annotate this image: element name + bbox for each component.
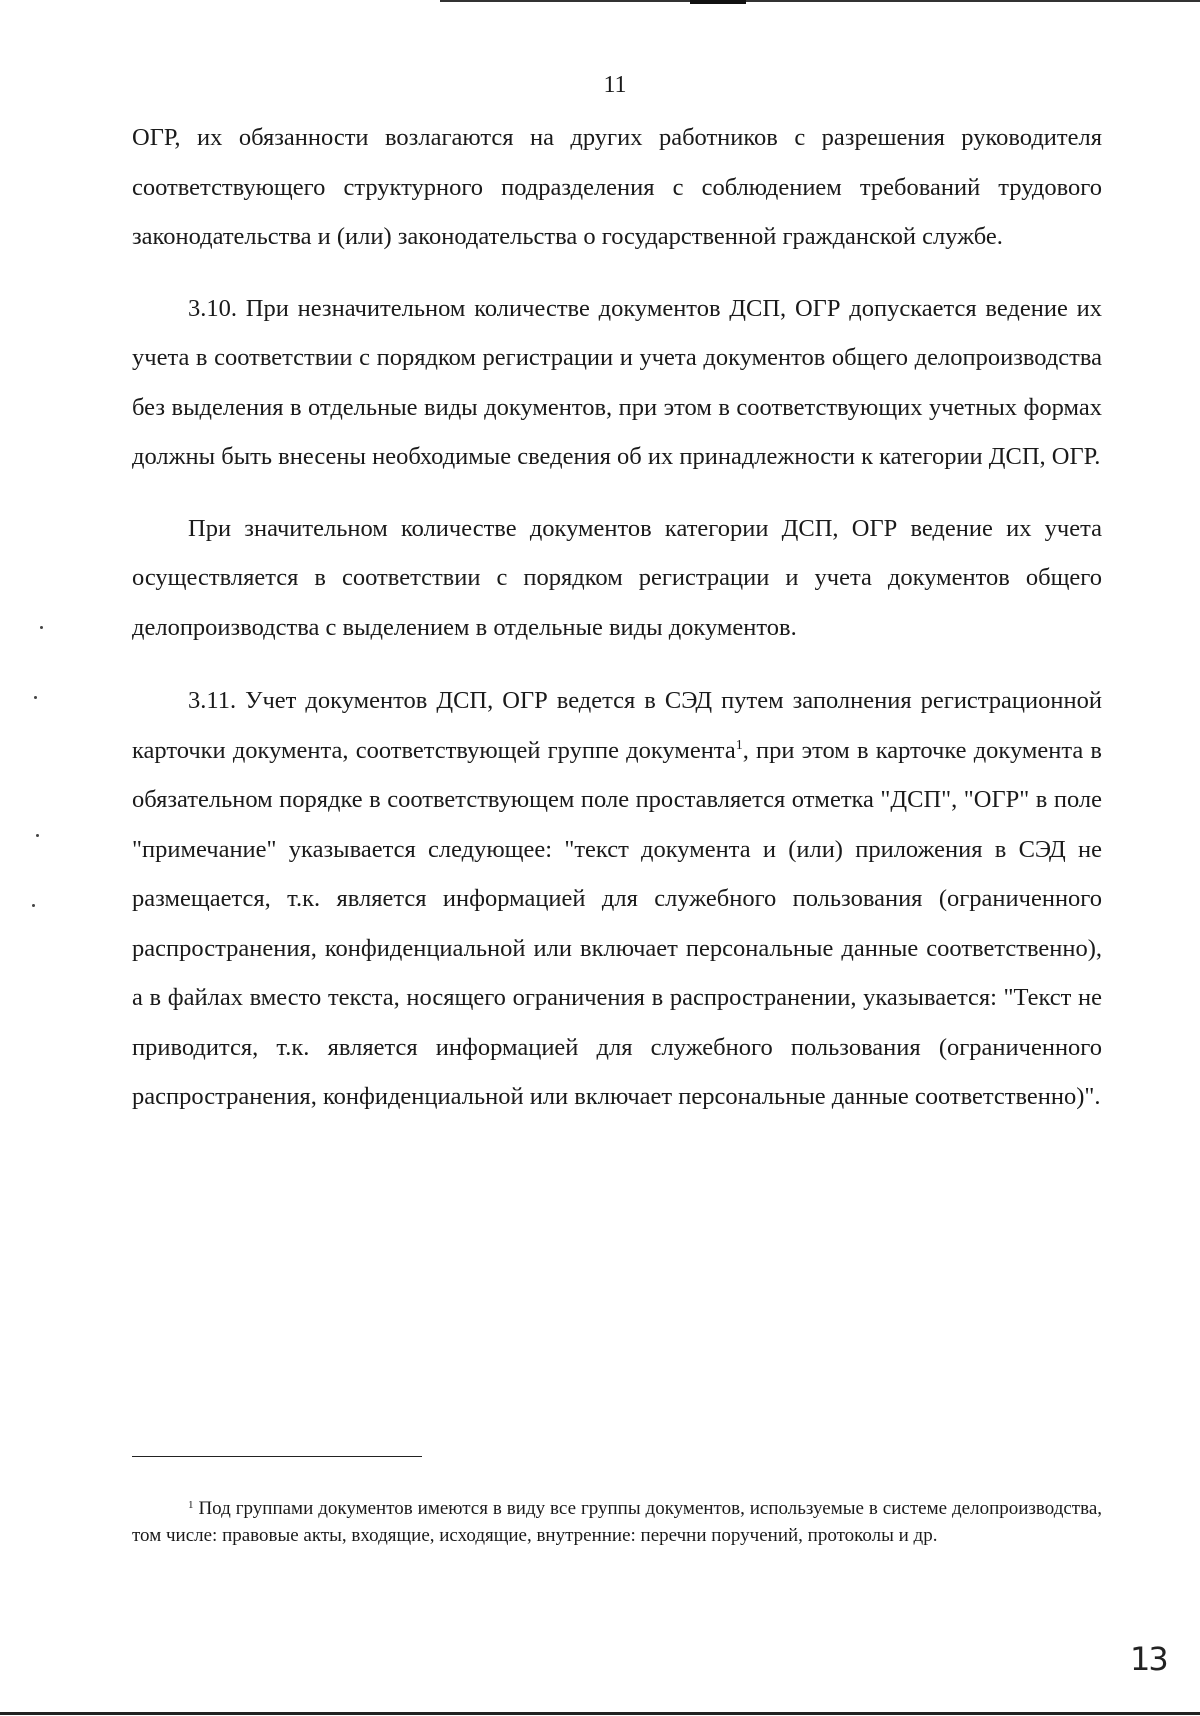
scan-top-edge-mark <box>690 0 746 4</box>
paragraph-3-11-part-b: , при этом в карточке документа в обязательном порядке в соответствующем поле проставляется отметка "ДСП", "ОГР" в поле "примечание" указывается следующее: "текст документа и (или) приложения в СЭД не размещается, т.к. является информацией для служебного пользования (ограниченного распространения, конфиденциальной или включает персональные данные соответственно), а в файлах вместо текста, носящего ограничения в распространении, указывается: "Текст не приводится, т.к. является информацией для служебного пользования (ограниченного распространения, конфиденциальной или включает персональные данные соответственно)". <box>132 736 1102 1110</box>
paragraph-3-10: 3.10. При незначительном количестве документов ДСП, ОГР допускается ведение их учета в соответствии с порядком регистрации и учета документов общего делопроизводства без выделения в отдельные виды документов, при этом в соответствующих учетных формах должны быть внесены необходимые сведения об их принадлежности к категории ДСП, ОГР. <box>132 294 1102 470</box>
footnote-reference: 1 <box>735 737 743 753</box>
scan-speck <box>32 904 35 907</box>
footnote <box>132 1495 1102 1549</box>
page-number: 11 <box>603 72 627 98</box>
handwritten-sheet-number: 13 <box>1130 1640 1167 1678</box>
scan-top-edge-line <box>440 0 1200 2</box>
scan-speck <box>34 696 37 699</box>
paragraph-continuation: ОГР, их обязанности возлагаются на других работников с разрешения руководителя соответствующего структурного подразделения с соблюдением требований трудового законодательства и (или) законодательства о государственной гражданской службе. <box>132 124 1102 250</box>
paragraph-3-11-part-a: 3.11. Учет документов ДСП, ОГР ведется в СЭД путем заполнения регистрационной карточки документа, соответствующей группе документа <box>132 687 1102 764</box>
paragraph-significant-quantity: При значительном количестве документов категории ДСП, ОГР ведение их учета осуществляется в соответствии с порядком регистрации и учета документов общего делопроизводства с выделением в отдельные виды документов. <box>132 514 1102 641</box>
footnote-marker: 1 <box>188 1499 194 1511</box>
scan-bottom-edge-line <box>0 1712 1200 1715</box>
scan-speck <box>36 834 39 837</box>
footnote-separator <box>132 1456 422 1457</box>
body-text <box>132 113 1102 1122</box>
paragraph-3-11 <box>132 676 1102 1122</box>
footnote-text: Под группами документов имеются в виду все группы документов, используемые в системе делопроизводства, том числе: правовые акты, входящие, исходящие, внутренние: перечни поручений, протоколы и др. <box>132 1498 1103 1546</box>
scan-speck <box>40 626 43 629</box>
